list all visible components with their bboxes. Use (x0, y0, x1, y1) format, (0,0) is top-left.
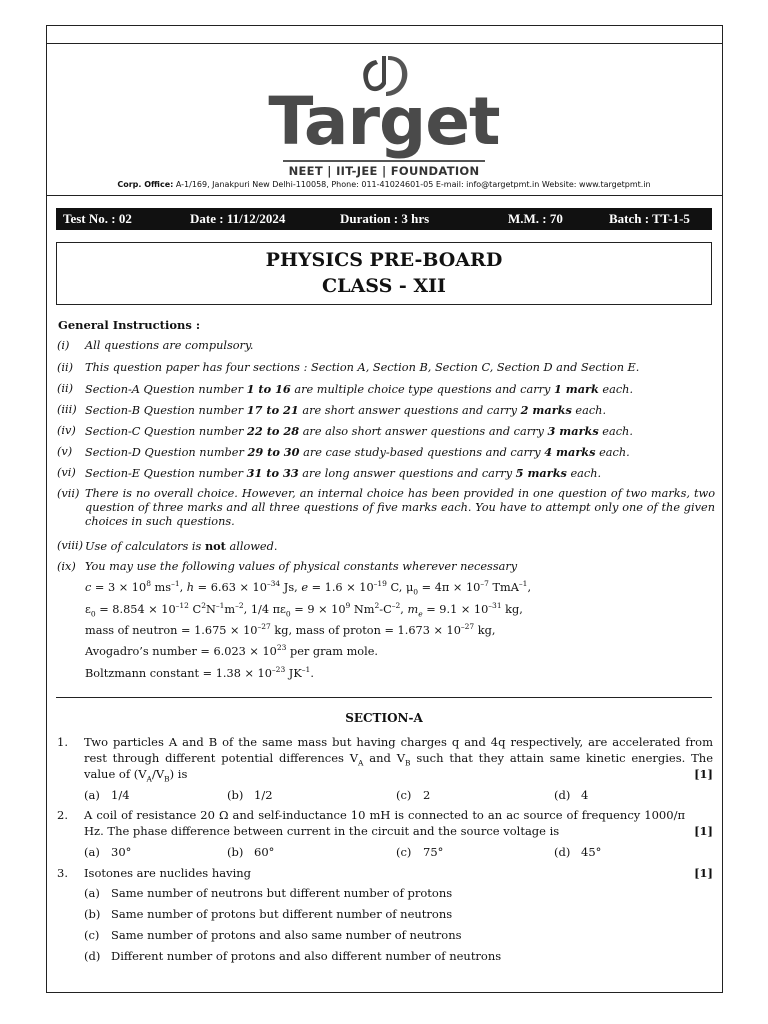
option-c (396, 845, 443, 859)
max-marks: M.M. : 70 (508, 211, 563, 226)
instruction-item (57, 339, 715, 353)
instruction-num: (i) (57, 339, 70, 352)
constants-line-1: $c = 3 \times 10^8$ $ms^{-1}$, $h = 6.63 \times 10^{-34}$ Js, $e = 1.6 \times 10^{-19}$ C, $\mu_0 = 4\pi \times 10^{-7}$ TmA$^{-1}$, (85, 579, 532, 597)
instruction-text: You may use the following values of physical constants wherever necessary (85, 560, 518, 573)
instruction-text-part: Section-C Question number (85, 425, 248, 438)
const-text: Boltzmann constant = 1.38 × 10 (85, 667, 272, 680)
batch: Batch : TT-1-5 (609, 211, 690, 226)
instruction-bold: 4 marks (544, 445, 596, 459)
question-marks: [1] (694, 824, 713, 838)
option-value: Same number of neutrons but different number of protons (111, 886, 453, 900)
option-value: 30° (111, 845, 132, 859)
instruction-bold: 1 mark (553, 382, 599, 396)
instruction-text: There is no overall choice. However, an internal choice has been provided in one question of two marks, two question of three marks and all three questions of five marks each. You have to attempt only one of the given choices in such questions. (85, 487, 715, 528)
instruction-item (57, 361, 715, 375)
question-text: A coil of resistance 20 Ω and self-inductance 10 mH is connected to an ac source of frequency 1000/π Hz. The phase difference between current in the circuit and the source voltage is (84, 808, 685, 838)
instruction-text-part: are multiple choice type questions and carry (290, 383, 554, 396)
instruction-num: (v) (57, 445, 73, 458)
question-number: 3. (57, 866, 68, 880)
title-box (56, 242, 712, 305)
option-value: 45° (581, 845, 602, 859)
corp-text: A-1/169, Janakpuri New Delhi-110058, Phone: 011-41024601-05 E-mail: info@targetpmt.in Website: www.targetpmt.in (175, 180, 651, 189)
logo-tagline: NEET | IIT-JEE | FOUNDATION (288, 164, 480, 178)
option-a (84, 845, 131, 859)
instruction-num: (vii) (57, 487, 80, 500)
const-exp: 23 (276, 643, 287, 653)
option-value: 75° (423, 845, 444, 859)
instruction-text-part: each. (566, 467, 602, 480)
instruction-text: This question paper has four sections : Section A, Section B, Section C, Section D and Section E. (85, 361, 640, 374)
option-a (84, 886, 452, 900)
instruction-num: (ii) (57, 361, 74, 374)
instruction-bold: 29 to 30 (247, 445, 300, 459)
instruction-item (57, 466, 715, 481)
instruction-text-part: are long answer questions and carry (298, 467, 516, 480)
instruction-bold: 3 marks (547, 424, 599, 438)
instruction-bold: 22 to 28 (247, 424, 300, 438)
const-text: kg, (474, 624, 496, 637)
test-date: Date : 11/12/2024 (190, 211, 286, 226)
option-b (227, 788, 273, 802)
option-label: (d) (554, 788, 571, 802)
option-label: (a) (84, 886, 100, 900)
constants-line-4 (85, 645, 378, 658)
instruction-text (85, 382, 715, 397)
const-exp: –27 (257, 622, 271, 632)
option-a (84, 788, 130, 802)
corp-label: Corp. Office: (117, 180, 174, 189)
option-d (554, 788, 588, 802)
option-label: (b) (227, 845, 244, 859)
instruction-num: (iv) (57, 424, 76, 437)
constants-line-5 (85, 667, 314, 680)
instruction-text-part: are short answer questions and carry (298, 404, 521, 417)
const-exp: –27 (460, 622, 475, 632)
question-marks: [1] (694, 767, 713, 781)
instruction-item (57, 487, 715, 529)
instruction-item (57, 560, 715, 574)
instruction-num: (ix) (57, 560, 76, 573)
instruction-bold: 2 marks (520, 403, 572, 417)
question-1 (57, 734, 713, 782)
option-label: (a) (84, 788, 100, 802)
question-marks: [1] (694, 866, 713, 880)
option-label: (d) (554, 845, 571, 859)
option-label: (b) (227, 788, 244, 802)
instruction-num: (iii) (57, 403, 77, 416)
instruction-text-part: each. (598, 383, 634, 396)
question-number: 2. (57, 808, 68, 822)
const-exp: –1 (301, 665, 311, 675)
instruction-num: (vi) (57, 466, 76, 479)
option-label: (c) (396, 845, 412, 859)
test-number: Test No. : 02 (63, 211, 132, 226)
const-exp: –23 (271, 665, 286, 675)
option-label: (d) (84, 949, 101, 963)
option-value: 1/2 (254, 788, 273, 802)
instruction-item (57, 445, 715, 460)
logo-wordmark: Target (268, 83, 500, 160)
option-d (554, 845, 601, 859)
top-rule (46, 43, 723, 44)
instruction-text: All questions are compulsory. (85, 339, 254, 352)
instruction-bold: not (204, 539, 226, 553)
instruction-item (57, 382, 715, 397)
const-text: kg, mass of proton = 1.673 × 10 (270, 624, 461, 637)
constants-line-2: $\varepsilon_0 = 8.854 \times 10^{-12}$ $C^2N^{-1}m^{-2}$, 1/4 $\pi\varepsilon_0 = 9 \times 10^9$ $Nm^2-C^{-2}$, $m_e = 9.1 \times 10^{-31}$ kg, (85, 601, 523, 619)
question-text-part: Two particles A and B of the same mass but having charges q and 4q respectively, are accelerated from rest through different potential differences V (84, 735, 713, 765)
option-c (396, 788, 430, 802)
section-a-heading: SECTION-A (345, 711, 423, 725)
instruction-text (85, 424, 715, 439)
instruction-text-part: Section-D Question number (85, 446, 248, 459)
instruction-text (85, 403, 715, 418)
instruction-bold: 31 to 33 (246, 466, 299, 480)
const-text: . (310, 667, 314, 680)
instruction-bold: 5 marks (515, 466, 567, 480)
constants-line-3 (85, 624, 495, 637)
option-b (84, 907, 452, 921)
option-label: (c) (84, 928, 100, 942)
instruction-text (85, 445, 715, 460)
instruction-text-part: Use of calculators is (85, 540, 205, 553)
paper-title: PHYSICS PRE-BOARD (265, 249, 503, 271)
option-value: Same number of protons and also same number of neutrons (111, 928, 462, 942)
instruction-text-part: Section-A Question number (85, 383, 247, 396)
option-value: Different number of protons and also different number of neutrons (111, 949, 502, 963)
instruction-text-part: each. (571, 404, 607, 417)
instruction-num: (viii) (57, 539, 84, 552)
option-label: (a) (84, 845, 100, 859)
instruction-text-part: are case study-based questions and carry (299, 446, 545, 459)
const-text: mass of neutron = 1.675 × 10 (85, 624, 258, 637)
logo-rule (283, 160, 485, 162)
option-d (84, 949, 501, 963)
option-b (227, 845, 274, 859)
option-value: 1/4 (111, 788, 130, 802)
instruction-item (57, 403, 715, 418)
question-3 (57, 865, 713, 881)
option-value: 2 (423, 788, 431, 802)
const-text: JK (285, 667, 302, 680)
option-value: Same number of protons but different number of neutrons (111, 907, 453, 921)
question-2 (57, 807, 713, 839)
section-rule (56, 697, 712, 698)
instruction-text-part: Section-B Question number (85, 404, 247, 417)
instruction-item (57, 424, 715, 439)
instruction-bold: 1 to 16 (246, 382, 291, 396)
test-duration: Duration : 3 hrs (340, 211, 430, 226)
question-text: Isotones are nuclides having (84, 866, 252, 880)
option-value: 4 (581, 788, 589, 802)
instruction-bold: 17 to 21 (246, 403, 299, 417)
instruction-text-part: each. (595, 446, 630, 459)
option-c (84, 928, 462, 942)
option-label: (b) (84, 907, 101, 921)
header-rule (46, 195, 723, 196)
class-title: CLASS - XII (322, 275, 446, 297)
instruction-item (57, 539, 715, 554)
const-text: Avogadro’s number = 6.023 × 10 (85, 645, 277, 658)
option-label: (c) (396, 788, 412, 802)
instructions-heading: General Instructions : (58, 318, 201, 332)
test-info-bar (56, 208, 712, 230)
instruction-text-part: each. (598, 425, 633, 438)
question-text: Two particles A and B of the same mass but having charges q and 4q respectively, are accelerated from rest through different potential differences $V_A$ and $V_B$ such that they attain same kinetic energies. The value of $(V_A/V_B)$ is (84, 735, 713, 784)
instruction-text (85, 539, 715, 554)
option-value: 60° (254, 845, 275, 859)
instruction-text-part: Section-E Question number (85, 467, 247, 480)
question-number: 1. (57, 735, 68, 749)
instruction-text-part: are also short answer questions and carry (299, 425, 548, 438)
instruction-num: (ii) (57, 382, 74, 395)
instruction-text (85, 466, 715, 481)
corp-office-line (0, 180, 768, 189)
instruction-text-part: allowed. (225, 540, 278, 553)
const-text: per gram mole. (286, 645, 378, 658)
